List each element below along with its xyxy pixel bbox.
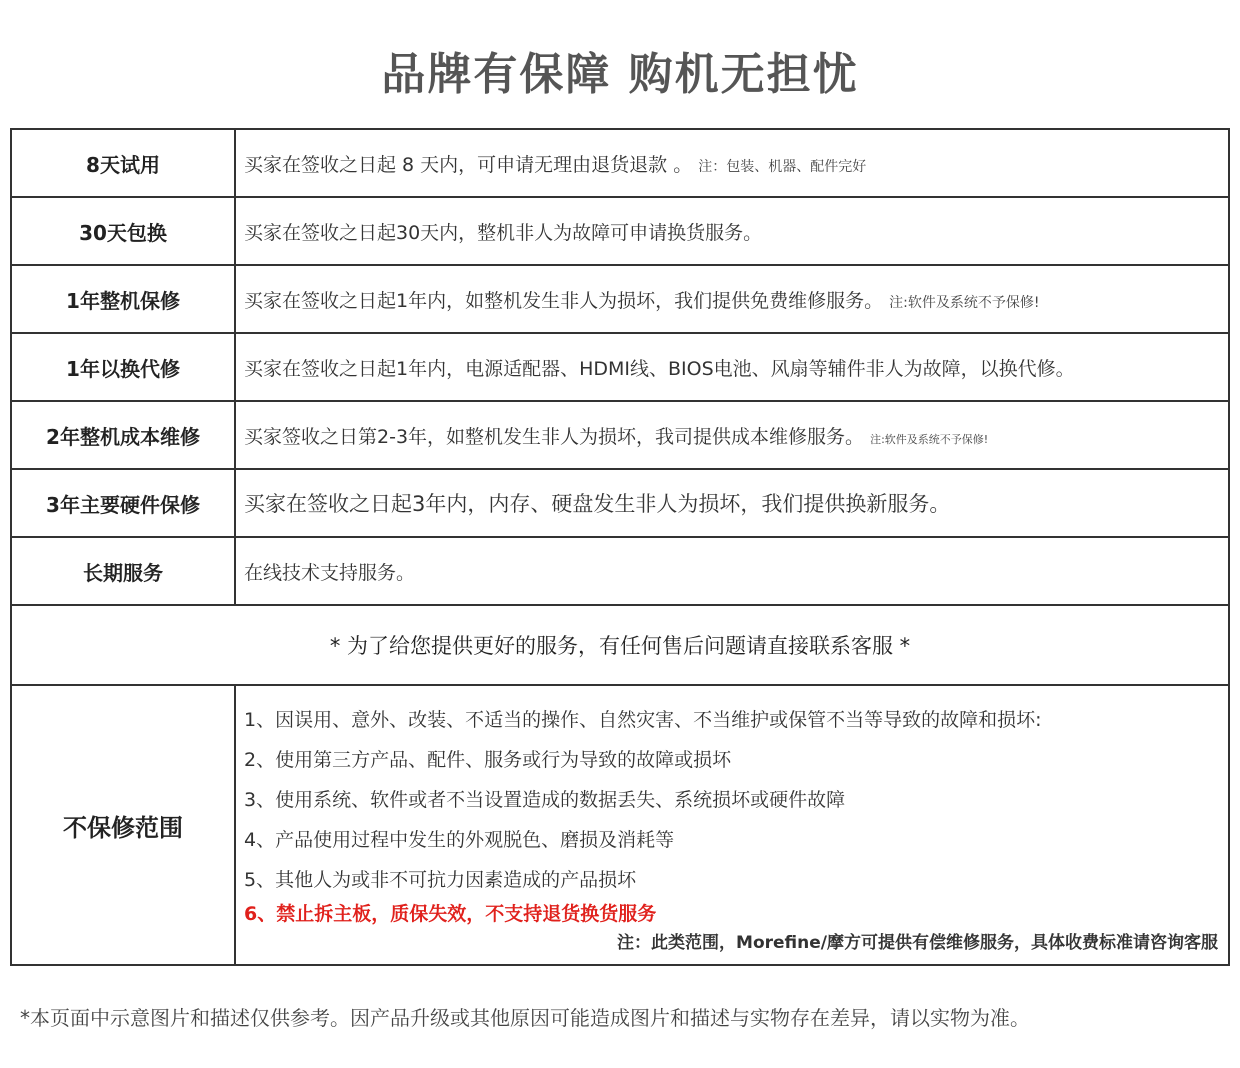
policy-row-hardware [11,469,1229,537]
exclusions-list [235,685,1229,965]
list-item: 3、使用系统、软件或者不当设置造成的数据丢失、系统损坏或硬件故障 [244,789,846,811]
notice-row [11,605,1229,685]
policy-description [235,469,1229,537]
policy-note: 注:软件及系统不予保修! [870,432,989,446]
policy-text: 买家在签收之日起 8 天内，可申请无理由退货退款 。 [244,153,693,176]
policy-text: 买家在签收之日起3年内，内存、硬盘发生非人为损坏，我们提供换新服务。 [244,492,951,516]
policy-row-warranty [11,265,1229,333]
page-title: 品牌有保障 购机无担忧 [381,49,859,100]
policy-label: 2年整机成本维修 [11,401,235,469]
exclusions-row [11,685,1229,965]
policy-description [235,197,1229,265]
policy-row-accessory-replace [11,333,1229,401]
exclusions-note: 注：此类范围，Morefine/摩方可提供有偿维修服务，具体收费标准请咨询客服 [617,933,1218,953]
policy-text: 在线技术支持服务。 [244,561,416,584]
policy-label: 30天包换 [11,197,235,265]
policy-row-cost-repair [11,401,1229,469]
policy-note: 注:软件及系统不予保修! [889,294,1040,311]
list-item: 4、产品使用过程中发生的外观脱色、磨损及消耗等 [244,829,675,851]
policy-row-long-term [11,537,1229,605]
policy-description [235,537,1229,605]
policy-label: 3年主要硬件保修 [11,469,235,537]
policy-description [235,401,1229,469]
policy-text: 买家签收之日第2-3年，如整机发生非人为损坏，我司提供成本维修服务。 [244,425,865,448]
policy-row-trial [11,129,1229,197]
policy-description [235,265,1229,333]
policy-row-exchange [11,197,1229,265]
policy-note: 注：包装、机器、配件完好 [698,158,867,175]
disclaimer: *本页面中示意图片和描述仅供参考。因产品升级或其他原因可能造成图片和描述与实物存在差异，请以实物为准。 [20,1006,1030,1030]
policy-label: 1年整机保修 [11,265,235,333]
policy-label: 8天试用 [11,129,235,197]
warranty-policy-table [10,128,1230,966]
service-notice: * 为了给您提供更好的服务，有任何售后问题请直接联系客服 * [11,605,1229,685]
warning-item: 6、禁止拆主板，质保失效，不支持退货换货服务 [244,903,657,925]
policy-label: 长期服务 [11,537,235,605]
policy-text: 买家在签收之日起1年内，电源适配器、HDMI线、BIOS电池、风扇等辅件非人为故障，以换代修。 [244,357,1075,380]
list-item: 2、使用第三方产品、配件、服务或行为导致的故障或损坏 [244,749,732,771]
policy-description [235,333,1229,401]
policy-description [235,129,1229,197]
policy-label: 1年以换代修 [11,333,235,401]
list-item: 1、因误用、意外、改装、不适当的操作、自然灾害、不当维护或保管不当等导致的故障和损坏: [244,709,1042,731]
policy-text: 买家在签收之日起1年内，如整机发生非人为损坏，我们提供免费维修服务。 [244,289,884,312]
list-item: 5、其他人为或非不可抗力因素造成的产品损坏 [244,869,637,891]
exclusions-label: 不保修范围 [11,685,235,965]
policy-text: 买家在签收之日起30天内，整机非人为故障可申请换货服务。 [244,221,763,244]
